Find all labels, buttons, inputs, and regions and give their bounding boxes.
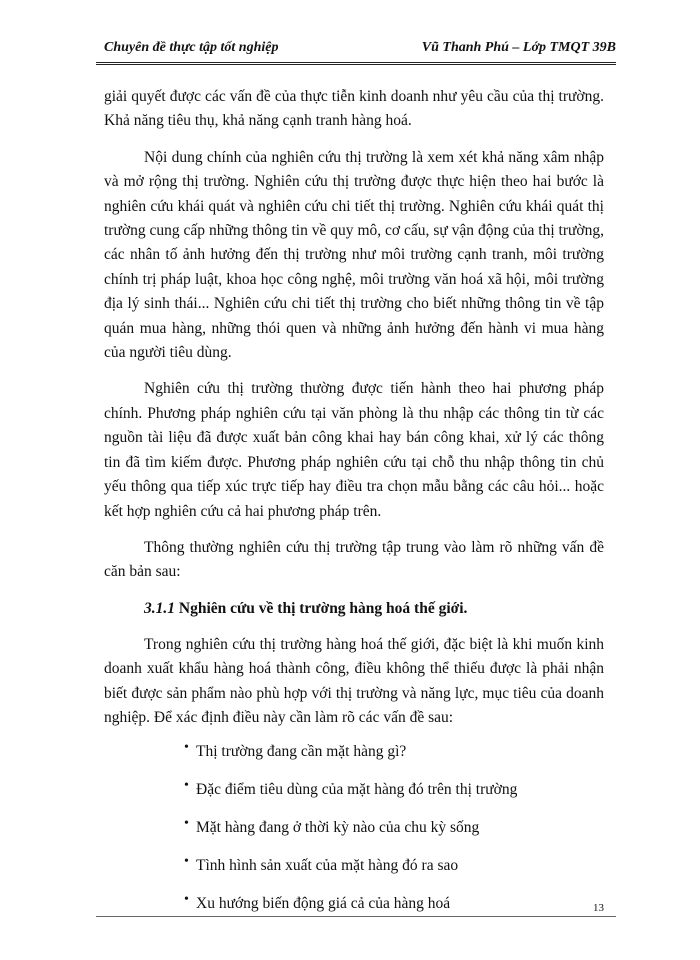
bullet-icon: • <box>184 854 189 870</box>
header-left-title: Chuyên đề thực tập tốt nghiệp <box>104 40 279 55</box>
bullet-icon: • <box>184 778 189 794</box>
page-number: 13 <box>593 902 604 914</box>
footer-rule <box>96 916 616 917</box>
header-rule <box>96 62 616 65</box>
paragraph-focus: Thông thường nghiên cứu thị trường tập trung vào làm rõ những vấn đề căn bản sau: <box>104 538 604 581</box>
paragraph-content-scope: Nội dung chính của nghiên cứu thị trường là xem xét khả năng xâm nhập và mở rộng thị trường. Nghiên cứu thị trường được thực hiện theo hai bước là nghiên cứu khái quát và nghiên cứu chi tiết thị trường. Nghiên cứu khái quát thị trường cung cấp những thông tin về quy mô, cơ cấu, sự vận động của thị trường, các nhân tố ảnh hưởng đến thị trường như môi trường cạnh tranh, môi trường chính trị pháp luật, khoa học công nghệ, môi trường văn hoá xã hội, môi trường địa lý sinh thái... Nghiên cứu chi tiết thị trường cho biết những thông tin về tập quán mua hàng, những thói quen và những ảnh hưởng đến hành vi mua hàng của người tiêu dùng. <box>104 148 604 362</box>
list-item-text: Xu hướng biến động giá cả của hàng hoá <box>196 895 451 913</box>
list-item <box>184 780 604 800</box>
paragraph-section-intro: Trong nghiên cứu thị trường hàng hoá thế giới, đặc biệt là khi muốn kinh doanh xuất khẩu hàng hoá thành công, điều không thể thiếu được là phải nhận biết được sản phẩm nào phù hợp với thị trường và năng lực, mục tiêu của doanh nghiệp. Để xác định điều này cần làm rõ các vấn đề sau: <box>104 635 604 726</box>
section-title: Nghiên cứu về thị trường hàng hoá thế giới. <box>178 599 468 617</box>
list-item <box>184 856 604 876</box>
paragraph-continuation: giải quyết được các vấn đề của thực tiễn kinh doanh như yêu cầu của thị trường. Khả năng tiêu thụ, khả năng cạnh tranh hàng hoá. <box>104 88 604 130</box>
bullet-icon: • <box>184 816 189 832</box>
header-author: Vũ Thanh Phú – Lớp TMQT 39B <box>421 40 616 55</box>
bullet-icon: • <box>184 740 189 756</box>
section-heading <box>104 597 604 621</box>
bullet-list <box>104 742 604 914</box>
bullet-icon: • <box>184 892 189 908</box>
list-item <box>184 742 604 762</box>
document-body <box>104 85 604 932</box>
list-item-text: Mặt hàng đang ở thời kỳ nào của chu kỳ sống <box>196 819 480 837</box>
paragraph-methods: Nghiên cứu thị trường thường được tiến hành theo hai phương pháp chính. Phương pháp nghiên cứu tại văn phòng là thu nhập các thông tin từ các nguồn tài liệu đã được xuất bản công khai hay bán công khai, xử lý các thông tin đã tìm kiếm được. Phương pháp nghiên cứu tại chỗ thu nhập thông tin chủ yếu thông qua tiếp xúc trực tiếp hay điều tra chọn mẫu bằng các câu hỏi... hoặc kết hợp nghiên cứu cả hai phương pháp trên. <box>104 380 604 520</box>
list-item-text: Tình hình sản xuất của mặt hàng đó ra sao <box>196 857 459 875</box>
list-item <box>184 818 604 838</box>
list-item-text: Đặc điểm tiêu dùng của mặt hàng đó trên thị trường <box>196 781 518 799</box>
section-number: 3.1.1 <box>144 599 175 617</box>
list-item <box>184 894 604 914</box>
list-item-text: Thị trường đang cần mặt hàng gì? <box>196 743 407 761</box>
